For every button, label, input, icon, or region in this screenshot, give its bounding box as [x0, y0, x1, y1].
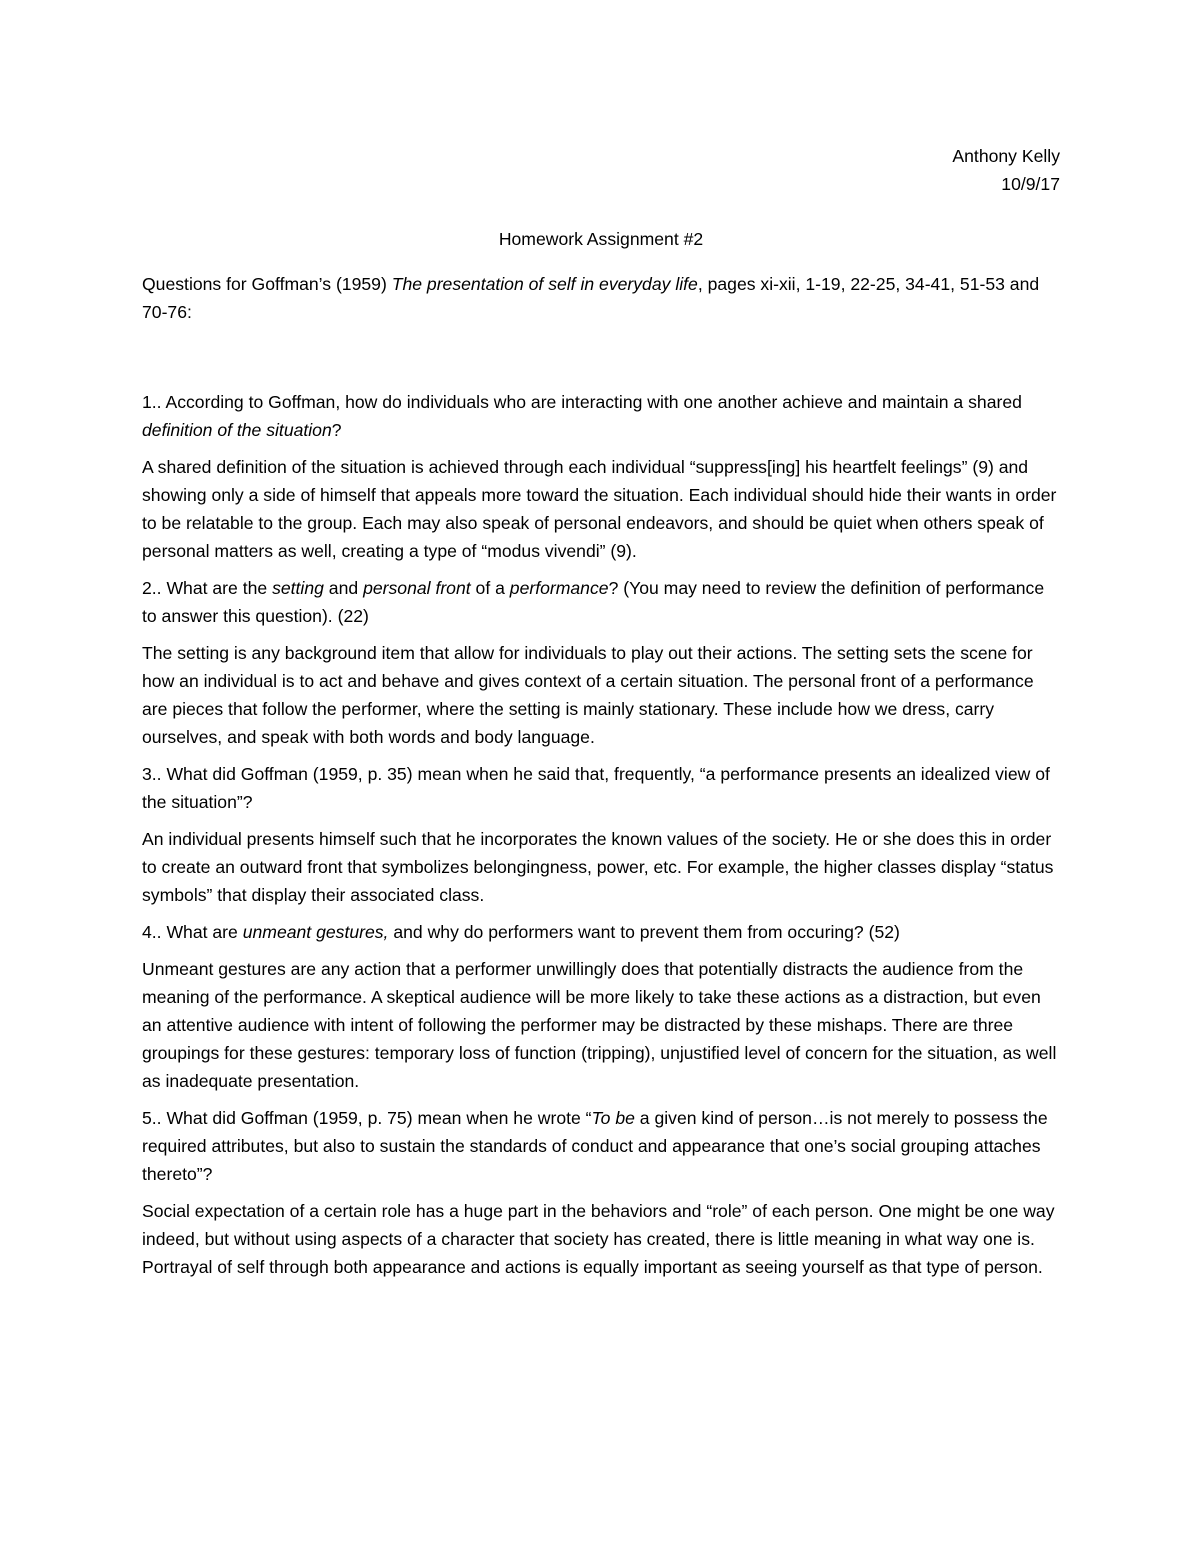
- document-body: [142, 142, 1060, 1281]
- question-1-emphasis: definition of the situation: [142, 420, 332, 440]
- question-2-text: 2.. What are the: [142, 578, 273, 598]
- question-2-emphasis-performance: performance: [509, 578, 609, 598]
- question-2-emphasis-setting: setting: [272, 578, 324, 598]
- question-4: [142, 909, 1060, 946]
- intro-after: , pages xi-xii, 1-19, 22-25, 34-41, 51-53 and 70-76:: [142, 274, 1040, 322]
- question-1-text-end: ?: [331, 420, 342, 440]
- answer-2: The setting is any background item that allow for individuals to play out their actions. The setting sets the scene for how an individual is to act and behave and gives context of a certain situation. The personal front of a performance are pieces that follow the performer, where the setting is mainly stationary. These include how we dress, carry ourselves, and speak with both words and body language.: [142, 643, 1034, 747]
- intro-before: Questions for Goffman’s (1959): [142, 274, 392, 294]
- answer-5: Social expectation of a certain role has a huge part in the behaviors and “role” of each person. One might be one way indeed, but without using aspects of a character that society has created, there is little meaning in what way one is. Portrayal of self through both appearance and actions is equally important as seeing yourself as that type of person.: [142, 1201, 1055, 1277]
- answer-4: Unmeant gestures are any action that a performer unwillingly does that potentially distracts the audience from the meaning of the performance. A skeptical audience will be more likely to take these actions as a distraction, but even an attentive audience with intent of following the performer may be distracted by these mishaps. There are three groupings for these gestures: temporary loss of function (tripping), unjustified level of concern for the situation, as well as inadequate presentation.: [142, 959, 1057, 1091]
- question-5-text-end: a given kind of person…is not merely to possess the required attributes, but also to sustain the standards of conduct and appearance that one’s social grouping attaches thereto”?: [142, 1108, 1048, 1184]
- intro-book-title: The presentation of self in everyday life: [391, 274, 698, 294]
- question-4-emphasis: unmeant gestures,: [242, 922, 389, 942]
- question-2-text-end: ? (You may need to review the definition of performance to answer this question). (22): [142, 578, 1045, 626]
- author-name: Anthony Kelly: [952, 146, 1060, 166]
- answer-1: A shared definition of the situation is achieved through each individual “suppress[ing] his heartfelt feelings” (9) and showing only a side of himself that appeals more toward the situation. Each individual should hide their wants in order to be relatable to the group. Each may also speak of personal endeavors, and should be quiet when others speak of personal matters as well, creating a type of “modus vivendi” (9).: [142, 457, 1057, 561]
- document-date: 10/9/17: [1001, 174, 1060, 194]
- question-2-emphasis-personal-front: personal front: [363, 578, 471, 598]
- question-2-text-and: and: [323, 578, 364, 598]
- answer-3: An individual presents himself such that he incorporates the known values of the society. He or she does this in order to create an outward front that symbolizes belongingness, power, etc. For example, the higher classes display “status symbols” that display their associated class.: [142, 829, 1054, 905]
- question-5-emphasis: To be: [591, 1108, 635, 1128]
- document-title: Homework Assignment #2: [498, 229, 704, 249]
- question-1-text: 1.. According to Goffman, how do individuals who are interacting with one another achieve and maintain a shared: [142, 392, 1022, 412]
- question-2-text-of: of a: [470, 578, 510, 598]
- question-5: [142, 1095, 1060, 1188]
- question-4-text: 4.. What are: [142, 922, 243, 942]
- question-5-text: 5.. What did Goffman (1959, p. 75) mean when he wrote “: [142, 1108, 592, 1128]
- question-4-text-end: and why do performers want to prevent them from occuring? (52): [388, 922, 900, 942]
- question-1: [142, 326, 1060, 444]
- question-2: [142, 565, 1060, 630]
- intro-paragraph: [142, 253, 1060, 326]
- question-3: 3.. What did Goffman (1959, p. 35) mean when he said that, frequently, “a performance presents an idealized view of the situation”?: [142, 764, 1050, 812]
